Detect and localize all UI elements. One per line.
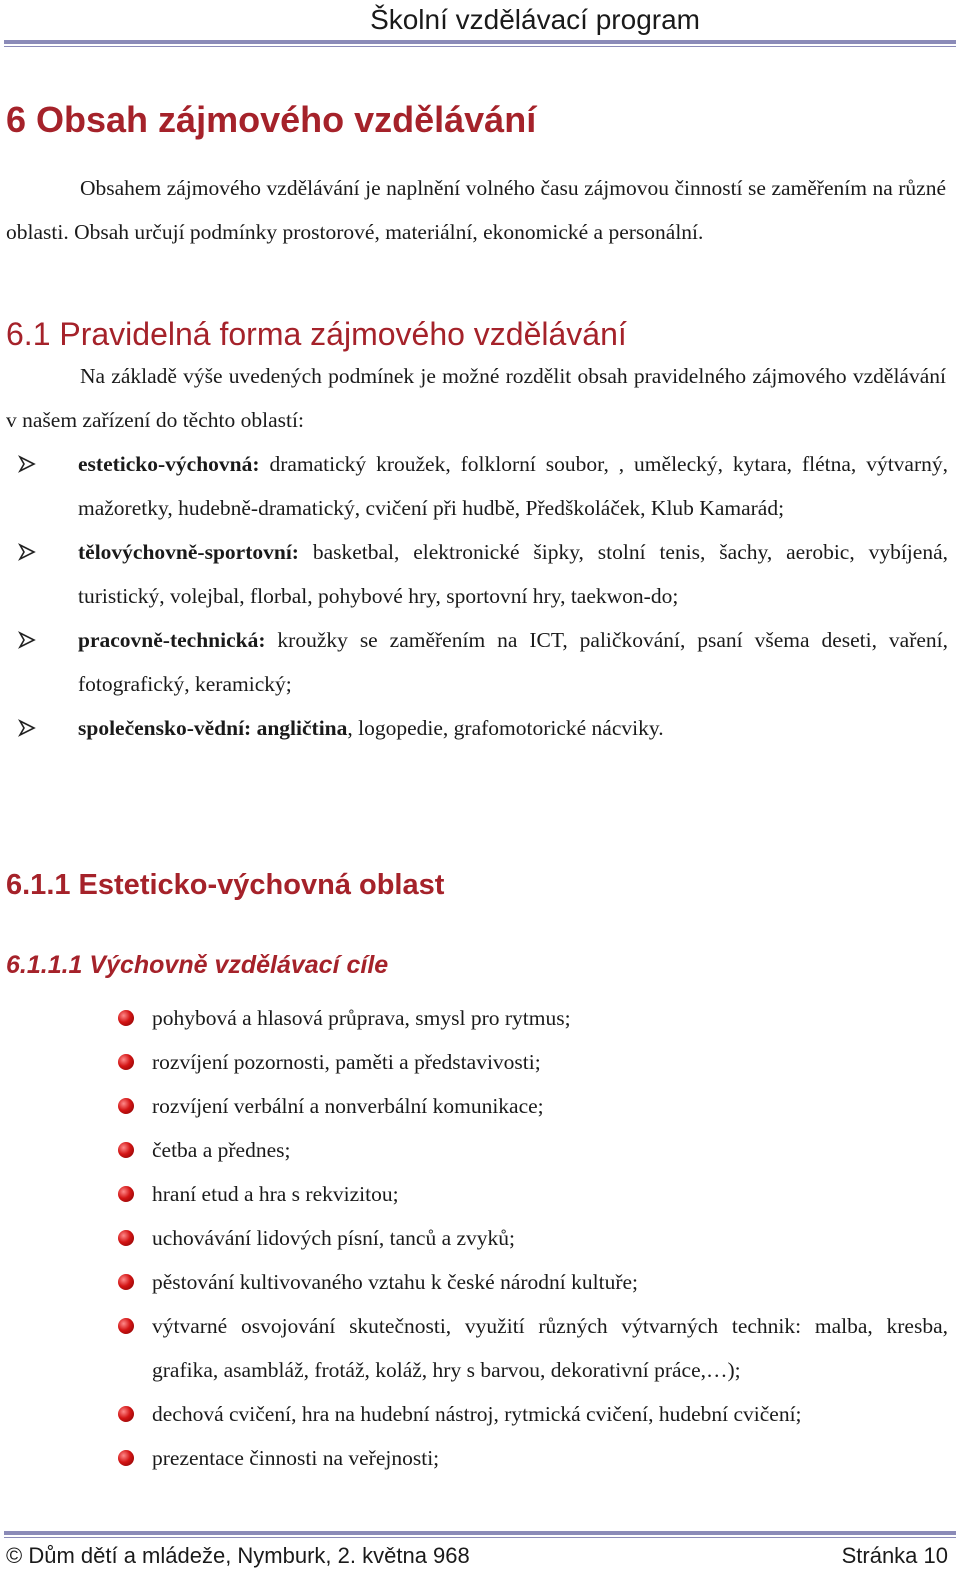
section-6-1-1-heading: 6.1.1 Esteticko-výchovná oblast: [6, 869, 445, 901]
red-ball-icon: [118, 1406, 134, 1422]
list-item: prezentace činnosti na veřejnosti;: [118, 1436, 948, 1480]
section-6-paragraph: Obsahem zájmového vzdělávání je naplnění volného času zájmovou činností se zaměřením na různé oblasti. Obsah určují podmínky prostorové, materiální, ekonomické a personální.: [6, 176, 946, 244]
header-rule: [4, 40, 956, 44]
red-ball-icon: [118, 1450, 134, 1466]
footer-page-number: Stránka 10: [841, 1543, 948, 1568]
red-ball-icon: [118, 1230, 134, 1246]
list-item: četba a přednes;: [118, 1128, 948, 1172]
section-6-heading: 6 Obsah zájmového vzdělávání: [6, 99, 537, 140]
section-6-1-1-1-heading: 6.1.1.1 Výchovně vzdělávací cíle: [6, 951, 389, 979]
footer-rule: [4, 1531, 956, 1535]
arrowhead-icon: [18, 719, 36, 737]
arrowhead-icon: [18, 543, 36, 561]
red-ball-icon: [118, 1054, 134, 1070]
list-item: hraní etud a hra s rekvizitou;: [118, 1172, 948, 1216]
arrowhead-icon: [18, 631, 36, 649]
red-ball-icon: [118, 1274, 134, 1290]
footer-organization: © Dům dětí a mládeže, Nymburk, 2. května 968: [6, 1543, 470, 1568]
list-item: rozvíjení verbální a nonverbální komunikace;: [118, 1084, 948, 1128]
footer-rule-thin: [4, 1537, 956, 1538]
red-ball-icon: [118, 1098, 134, 1114]
goals-list: [118, 996, 948, 1480]
red-ball-icon: [118, 1318, 134, 1334]
list-item: pěstování kultivovaného vztahu k české národní kultuře;: [118, 1260, 948, 1304]
interest-areas-list: [4, 442, 948, 750]
section-6-1-paragraph: Na základě výše uvedených podmínek je možné rozdělit obsah pravidelného zájmového vzdělávání v našem zařízení do těchto oblastí:: [6, 364, 946, 432]
list-item: pohybová a hlasová průprava, smysl pro rytmus;: [118, 996, 948, 1040]
list-item: pracovně-technická: kroužky se zaměřením na ICT, paličkování, psaní všema deseti, vaření, fotografický, keramický;: [4, 618, 948, 706]
list-item: výtvarné osvojování skutečnosti, využití různých výtvarných technik: malba, kresba, grafika, asambláž, frotáž, koláž, hry s barvou, dekorativní práce,…);: [118, 1304, 948, 1392]
red-ball-icon: [118, 1010, 134, 1026]
list-item: dechová cvičení, hra na hudební nástroj, rytmická cvičení, hudební cvičení;: [118, 1392, 948, 1436]
header-rule-thin: [4, 46, 956, 47]
section-6-1-heading: 6.1 Pravidelná forma zájmového vzdělávání: [6, 316, 627, 352]
list-item: esteticko-výchovná: dramatický kroužek, folklorní soubor, , umělecký, kytara, flétna, výtvarný, mažoretky, hudebně-dramatický, cvičení při hudbě, Předškoláček, Klub Kamarád;: [4, 442, 948, 530]
red-ball-icon: [118, 1186, 134, 1202]
arrowhead-icon: [18, 455, 36, 473]
list-item: společensko-vědní: angličtina, logopedie, grafomotorické nácviky.: [4, 706, 948, 750]
list-item: rozvíjení pozornosti, paměti a představivosti;: [118, 1040, 948, 1084]
list-item: tělovýchovně-sportovní: basketbal, elektronické šipky, stolní tenis, šachy, aerobic, vybíjená, turistický, volejbal, florbal, pohybové hry, sportovní hry, taekwon-do;: [4, 530, 948, 618]
running-header-title: Školní vzdělávací program: [370, 4, 700, 35]
red-ball-icon: [118, 1142, 134, 1158]
list-item: uchovávání lidových písní, tanců a zvyků;: [118, 1216, 948, 1260]
